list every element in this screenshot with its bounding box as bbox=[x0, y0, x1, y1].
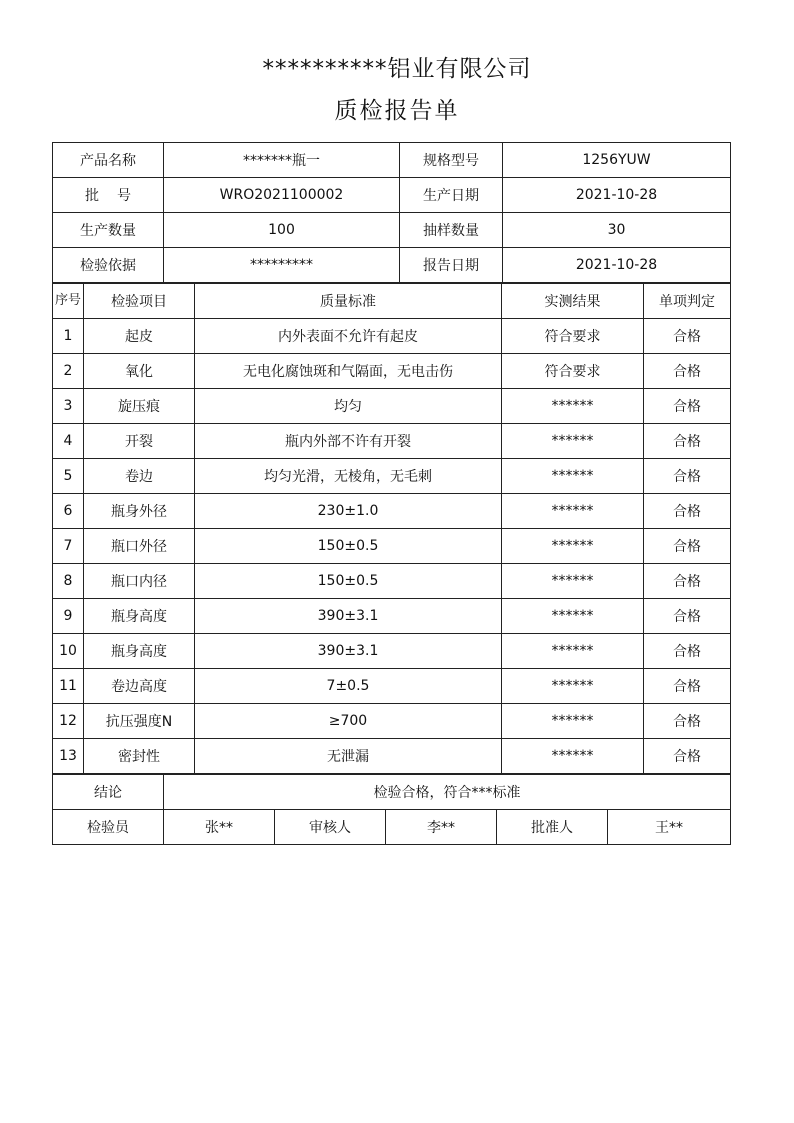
table-row bbox=[53, 494, 731, 529]
item-no: 13 bbox=[53, 739, 84, 774]
reviewer-name: 李** bbox=[386, 810, 497, 845]
item-result: ****** bbox=[502, 389, 644, 424]
table-row bbox=[53, 634, 731, 669]
item-name: 开裂 bbox=[84, 424, 195, 459]
production-date-label: 生产日期 bbox=[400, 178, 503, 213]
inspection-basis-value: ********* bbox=[164, 248, 400, 283]
item-judgement: 合格 bbox=[644, 634, 731, 669]
judgement-header: 单项判定 bbox=[644, 284, 731, 319]
item-judgement: 合格 bbox=[644, 389, 731, 424]
item-no: 11 bbox=[53, 669, 84, 704]
product-name-value: *******瓶一 bbox=[164, 143, 400, 178]
item-judgement: 合格 bbox=[644, 704, 731, 739]
batch-value: WRO2021100002 bbox=[164, 178, 400, 213]
items-header-row bbox=[53, 284, 731, 319]
item-no: 2 bbox=[53, 354, 84, 389]
item-name: 卷边 bbox=[84, 459, 195, 494]
item-standard: 均匀光滑，无棱角，无毛刺 bbox=[195, 459, 502, 494]
item-standard: 均匀 bbox=[195, 389, 502, 424]
item-judgement: 合格 bbox=[644, 424, 731, 459]
item-name: 瓶身高度 bbox=[84, 634, 195, 669]
inspection-basis-label: 检验依据 bbox=[53, 248, 164, 283]
production-date-value: 2021-10-28 bbox=[503, 178, 731, 213]
item-no: 5 bbox=[53, 459, 84, 494]
item-no: 10 bbox=[53, 634, 84, 669]
sample-quantity-label: 抽样数量 bbox=[400, 213, 503, 248]
item-name: 抗压强度N bbox=[84, 704, 195, 739]
item-standard: 390±3.1 bbox=[195, 599, 502, 634]
item-result: ****** bbox=[502, 704, 644, 739]
conclusion-label: 结论 bbox=[53, 775, 164, 810]
item-name: 瓶身外径 bbox=[84, 494, 195, 529]
item-no: 6 bbox=[53, 494, 84, 529]
item-no: 8 bbox=[53, 564, 84, 599]
item-judgement: 合格 bbox=[644, 599, 731, 634]
item-no: 7 bbox=[53, 529, 84, 564]
table-row bbox=[53, 424, 731, 459]
item-standard: 7±0.5 bbox=[195, 669, 502, 704]
conclusion-value: 检验合格，符合***标准 bbox=[164, 775, 731, 810]
inspection-items-table bbox=[52, 283, 731, 774]
table-row bbox=[53, 669, 731, 704]
item-standard: 无泄漏 bbox=[195, 739, 502, 774]
item-standard: 瓶内外部不许有开裂 bbox=[195, 424, 502, 459]
item-standard: 内外表面不允许有起皮 bbox=[195, 319, 502, 354]
item-standard: 150±0.5 bbox=[195, 529, 502, 564]
item-result: ****** bbox=[502, 459, 644, 494]
table-row bbox=[53, 459, 731, 494]
item-no: 9 bbox=[53, 599, 84, 634]
item-name: 卷边高度 bbox=[84, 669, 195, 704]
item-standard: 230±1.0 bbox=[195, 494, 502, 529]
item-name: 瓶身高度 bbox=[84, 599, 195, 634]
production-quantity-value: 100 bbox=[164, 213, 400, 248]
item-judgement: 合格 bbox=[644, 319, 731, 354]
batch-label: 批号 bbox=[53, 178, 164, 213]
inspector-label: 检验员 bbox=[53, 810, 164, 845]
item-no: 3 bbox=[53, 389, 84, 424]
item-name: 起皮 bbox=[84, 319, 195, 354]
item-result: ****** bbox=[502, 424, 644, 459]
table-row bbox=[53, 529, 731, 564]
inspection-report-table bbox=[52, 142, 730, 845]
company-name: **********铝业有限公司 bbox=[262, 56, 532, 82]
info-row bbox=[53, 248, 731, 283]
item-standard: 150±0.5 bbox=[195, 564, 502, 599]
item-result: ****** bbox=[502, 599, 644, 634]
item-standard: ≥700 bbox=[195, 704, 502, 739]
item-header: 检验项目 bbox=[84, 284, 195, 319]
item-no: 4 bbox=[53, 424, 84, 459]
item-name: 瓶口外径 bbox=[84, 529, 195, 564]
item-judgement: 合格 bbox=[644, 739, 731, 774]
reviewer-label: 审核人 bbox=[275, 810, 386, 845]
item-no: 12 bbox=[53, 704, 84, 739]
items-body bbox=[53, 319, 731, 774]
item-judgement: 合格 bbox=[644, 354, 731, 389]
item-name: 瓶口内径 bbox=[84, 564, 195, 599]
seq-header: 序号 bbox=[53, 284, 84, 319]
item-name: 密封性 bbox=[84, 739, 195, 774]
production-quantity-label: 生产数量 bbox=[53, 213, 164, 248]
item-result: ****** bbox=[502, 634, 644, 669]
item-name: 旋压痕 bbox=[84, 389, 195, 424]
item-result: ****** bbox=[502, 739, 644, 774]
item-judgement: 合格 bbox=[644, 494, 731, 529]
report-date-label: 报告日期 bbox=[400, 248, 503, 283]
item-result: 符合要求 bbox=[502, 319, 644, 354]
info-row bbox=[53, 213, 731, 248]
spec-value: 1256YUW bbox=[503, 143, 731, 178]
item-no: 1 bbox=[53, 319, 84, 354]
item-result: ****** bbox=[502, 564, 644, 599]
table-row bbox=[53, 739, 731, 774]
report-date-value: 2021-10-28 bbox=[503, 248, 731, 283]
approver-label: 批准人 bbox=[497, 810, 608, 845]
sample-quantity-value: 30 bbox=[503, 213, 731, 248]
item-result: ****** bbox=[502, 529, 644, 564]
item-result: ****** bbox=[502, 494, 644, 529]
item-result: ****** bbox=[502, 669, 644, 704]
table-row bbox=[53, 389, 731, 424]
table-row bbox=[53, 564, 731, 599]
table-row bbox=[53, 599, 731, 634]
item-judgement: 合格 bbox=[644, 564, 731, 599]
result-header: 实测结果 bbox=[502, 284, 644, 319]
product-name-label: 产品名称 bbox=[53, 143, 164, 178]
item-standard: 无电化腐蚀斑和气隔面，无电击伤 bbox=[195, 354, 502, 389]
info-row bbox=[53, 143, 731, 178]
table-row bbox=[53, 354, 731, 389]
spec-label: 规格型号 bbox=[400, 143, 503, 178]
item-judgement: 合格 bbox=[644, 529, 731, 564]
info-row bbox=[53, 178, 731, 213]
product-info-table bbox=[52, 142, 731, 283]
inspector-name: 张** bbox=[164, 810, 275, 845]
table-row bbox=[53, 319, 731, 354]
item-name: 氧化 bbox=[84, 354, 195, 389]
signature-row bbox=[53, 810, 731, 845]
report-title: 质检报告单 bbox=[334, 98, 460, 124]
conclusion-row bbox=[53, 775, 731, 810]
conclusion-table bbox=[52, 774, 731, 845]
item-result: 符合要求 bbox=[502, 354, 644, 389]
item-standard: 390±3.1 bbox=[195, 634, 502, 669]
standard-header: 质量标准 bbox=[195, 284, 502, 319]
approver-name: 王** bbox=[608, 810, 731, 845]
item-judgement: 合格 bbox=[644, 669, 731, 704]
table-row bbox=[53, 704, 731, 739]
item-judgement: 合格 bbox=[644, 459, 731, 494]
